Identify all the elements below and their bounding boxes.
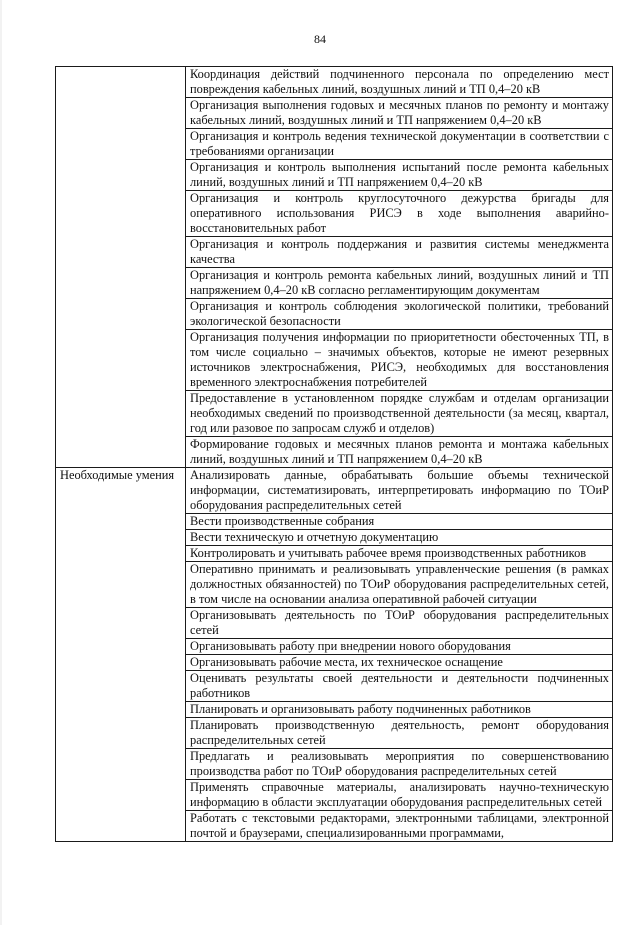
table-cell-item: Работать с текстовыми редакторами, электронными таблицами, электронной почтой и браузерами, специализированными программами, xyxy=(186,811,613,842)
table-cell-item: Организация и контроль ремонта кабельных линий, воздушных линий и ТП напряжением 0,4–20 кВ согласно регламентирующим документам xyxy=(186,268,613,299)
table-cell-item: Организация и контроль соблюдения экологической политики, требований экологической безопасности xyxy=(186,299,613,330)
table-cell-item: Планировать производственную деятельность, ремонт оборудования распределительных сетей xyxy=(186,718,613,749)
table-cell-item: Оперативно принимать и реализовывать управленческие решения (в рамках должностных обязанностей) по ТОиР оборудования распределительных сетей, в том числе на основании анализа оперативной рабочей ситуации xyxy=(186,562,613,608)
row-label: Необходимые умения xyxy=(56,468,186,842)
table-cell-item: Оценивать результаты своей деятельности и деятельности подчиненных работников xyxy=(186,671,613,702)
page-number: 84 xyxy=(314,32,326,46)
table-cell-item: Организация и контроль ведения технической документации в соответствии с требованиями организации xyxy=(186,129,613,160)
scan-edge xyxy=(0,0,2,925)
table-cell-item: Организовывать работу при внедрении нового оборудования xyxy=(186,639,613,655)
table-cell-item: Формирование годовых и месячных планов ремонта и монтажа кабельных линий, воздушных линий и ТП напряжением 0,4–20 кВ xyxy=(186,437,613,468)
table-row xyxy=(56,468,613,514)
table-cell-item: Контролировать и учитывать рабочее время производственных работников xyxy=(186,546,613,562)
table-cell-item: Организация и контроль выполнения испытаний после ремонта кабельных линий, воздушных линий и ТП напряжением 0,4–20 кВ xyxy=(186,160,613,191)
table-cell-item: Применять справочные материалы, анализировать научно-техническую информацию в области эксплуатации оборудования распределительных сетей xyxy=(186,780,613,811)
table-cell-item: Вести производственные собрания xyxy=(186,514,613,530)
table-cell-item: Организация и контроль поддержания и развития системы менеджмента качества xyxy=(186,237,613,268)
table-cell-item: Вести техническую и отчетную документацию xyxy=(186,530,613,546)
table-cell-item: Предлагать и реализовывать мероприятия по совершенствованию производства работ по ТОиР оборудования распределительных сетей xyxy=(186,749,613,780)
table-cell-item: Организация получения информации по приоритетности обесточенных ТП, в том числе социально – значимых объектов, которые не имеют резервных источников электроснабжения, РИСЭ, необходимых для восстановления временного электроснабжения потребителей xyxy=(186,330,613,391)
table-row xyxy=(56,67,613,98)
table-cell-item: Предоставление в установленном порядке службам и отделам организации необходимых сведений по производственной деятельности (за месяц, квартал, год или разовое по запросам служб и отделов) xyxy=(186,391,613,437)
table-cell-item: Организация и контроль круглосуточного дежурства бригады для оперативного использования РИСЭ в ходе выполнения аварийно-восстановительных работ xyxy=(186,191,613,237)
table-cell-item: Планировать и организовывать работу подчиненных работников xyxy=(186,702,613,718)
table-cell-item: Организация выполнения годовых и месячных планов по ремонту и монтажу кабельных линий, воздушных линий и ТП напряжением 0,4–20 кВ xyxy=(186,98,613,129)
table-cell-item: Анализировать данные, обрабатывать большие объемы технической информации, систематизировать, интерпретировать информацию по ТОиР оборудования распределительных сетей xyxy=(186,468,613,514)
competency-table xyxy=(55,66,613,842)
table-cell-item: Координация действий подчиненного персонала по определению мест повреждения кабельных линий, воздушных линий и ТП 0,4–20 кВ xyxy=(186,67,613,98)
table-cell-item: Организовывать рабочие места, их техническое оснащение xyxy=(186,655,613,671)
table-cell-item: Организовывать деятельность по ТОиР оборудования распределительных сетей xyxy=(186,608,613,639)
row-label xyxy=(56,67,186,468)
